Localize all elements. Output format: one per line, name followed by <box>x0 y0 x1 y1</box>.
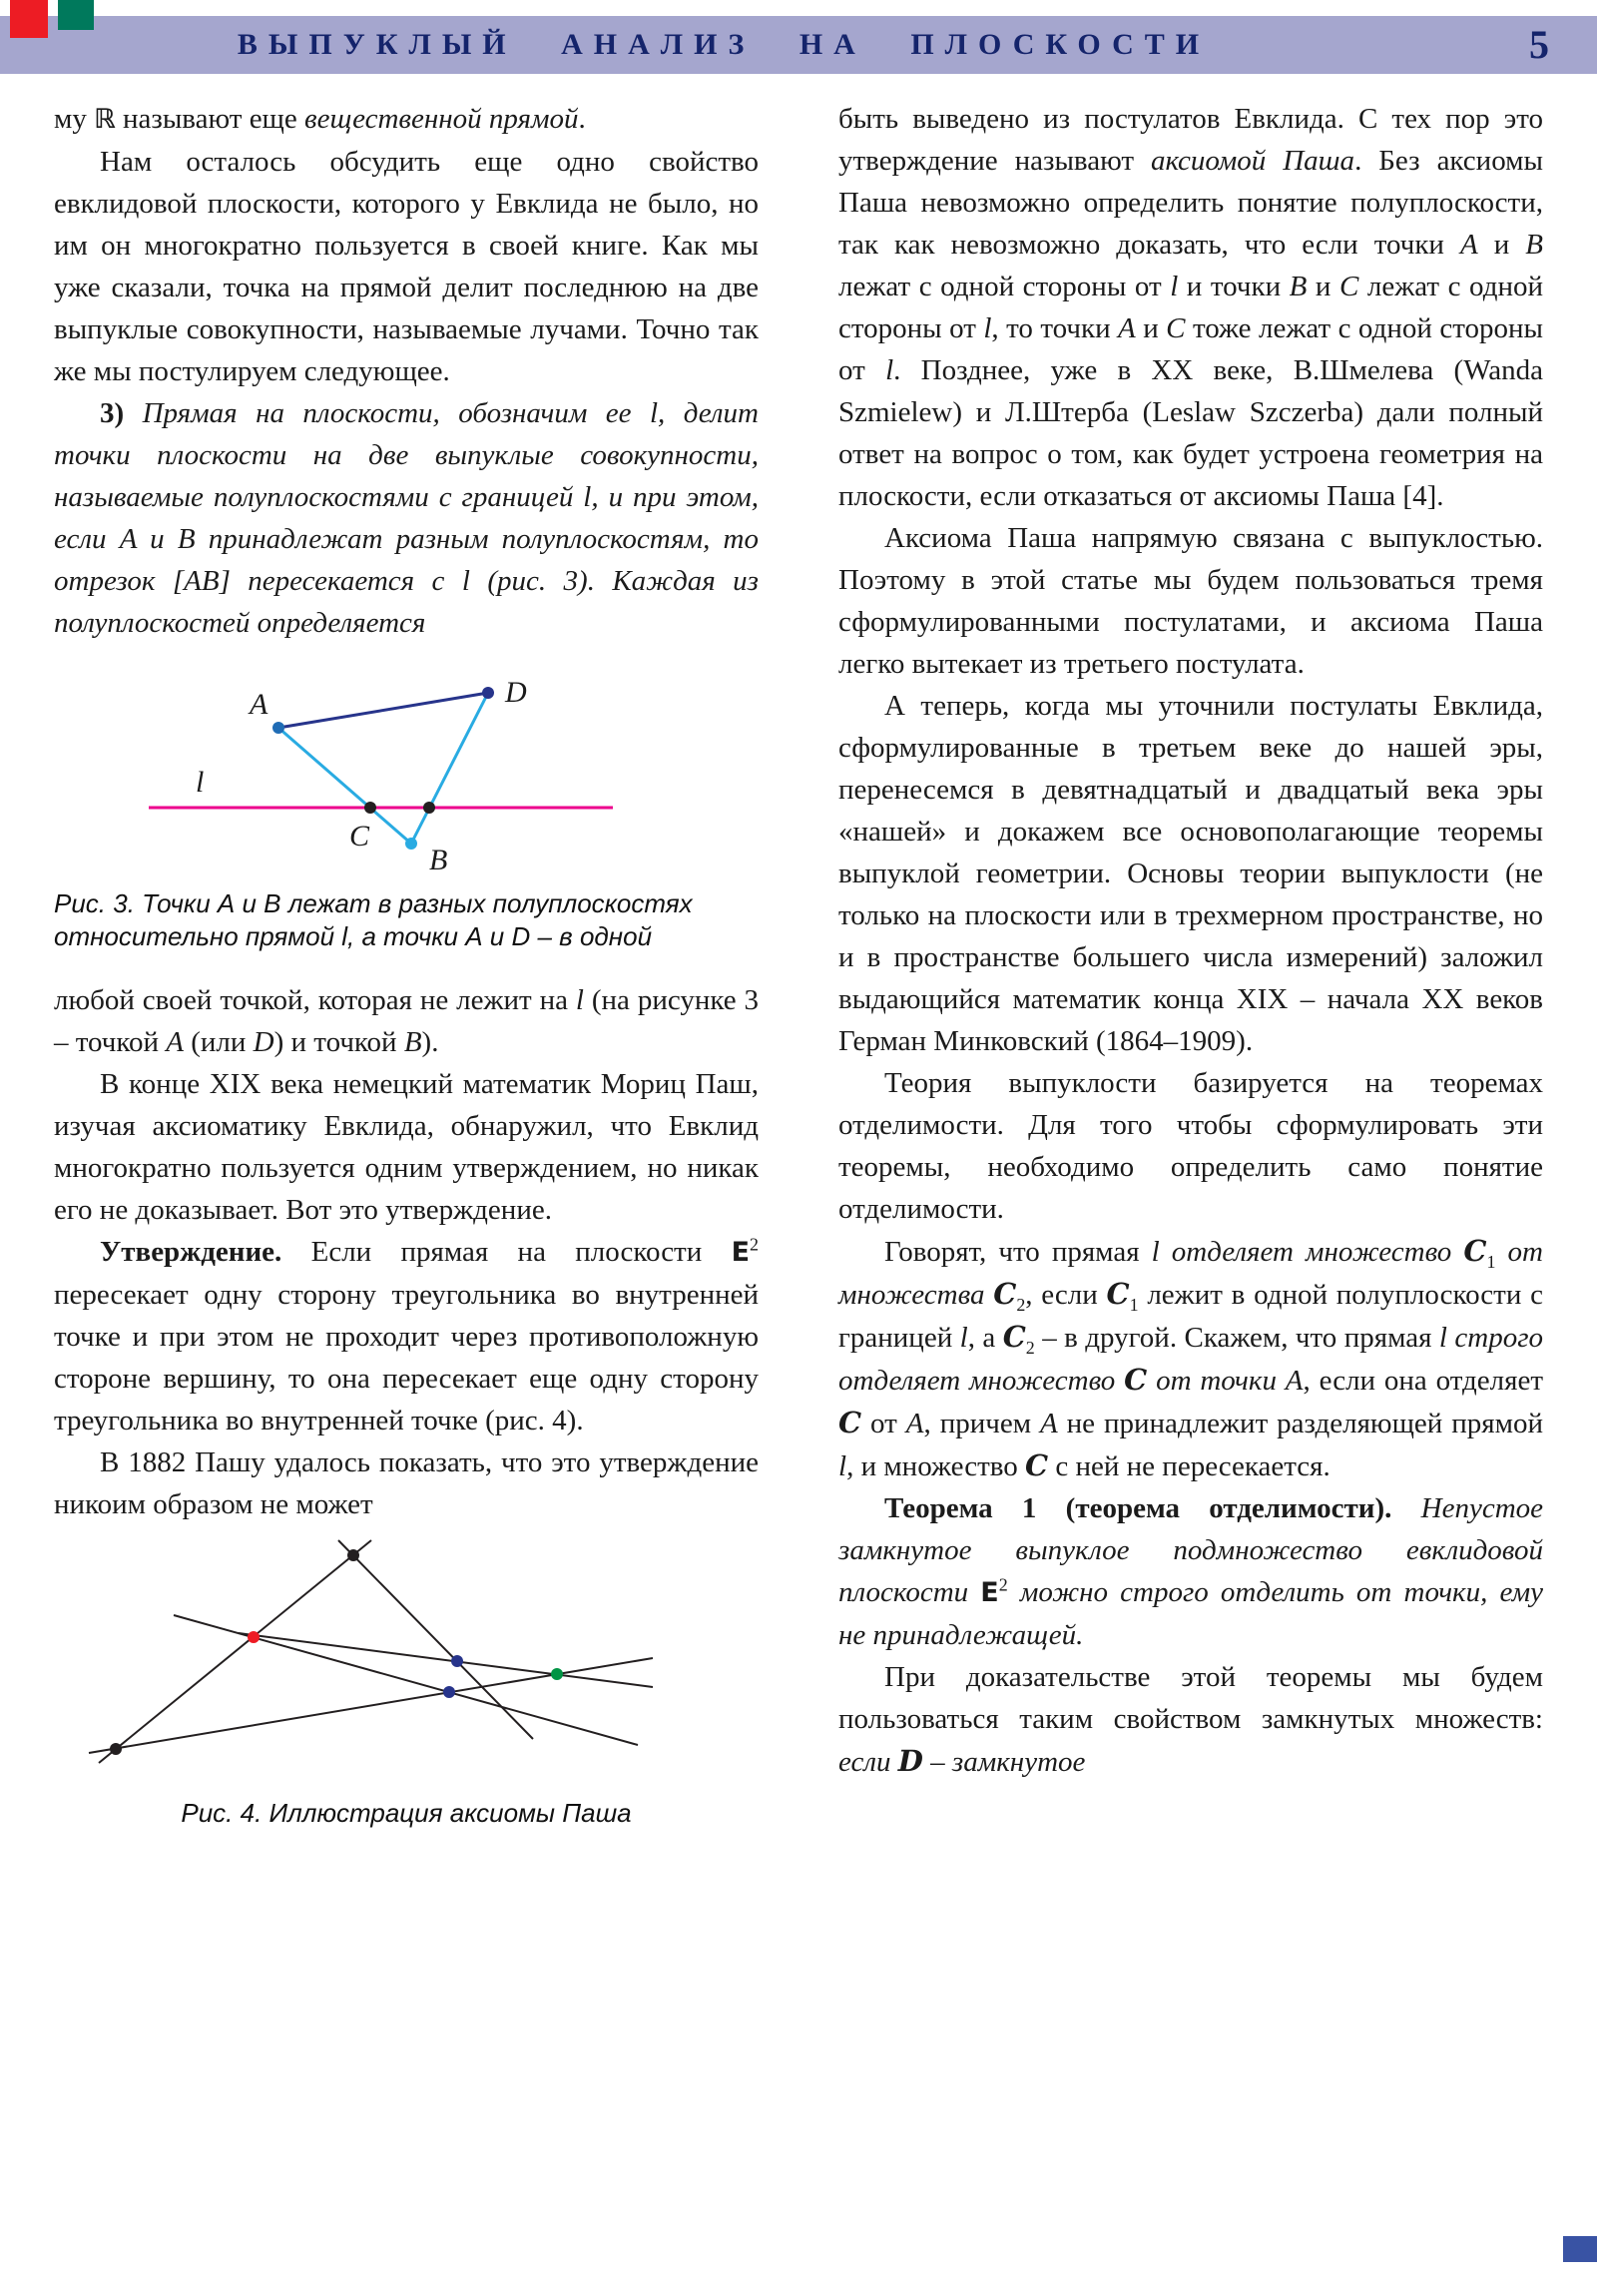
label-A: A <box>250 688 268 721</box>
body-paragraph: любой своей точкой, которая не лежит на l (на рисунке 3 – точкой A (или D) и точкой B). <box>54 984 759 1058</box>
vertex-top-point <box>347 1549 359 1561</box>
label-l: l <box>196 766 205 799</box>
figure-3-caption: Рис. 3. Точки А и В лежат в разных полуплоскостях относительно прямой l, а точки А и D – в одной <box>54 888 693 951</box>
point-B <box>405 838 417 850</box>
figure-4-illustration <box>54 1539 759 1789</box>
red-square-decoration <box>10 0 48 38</box>
statement-paragraph: Утверждение. Если прямая на плоскости $E^2$ пересекает одну сторону треугольника во внутренней точке и при этом не проходит через противоположную стороне вершину, то она пересекает еще одну сторону треугольника во внутренней точке (рис. 4). <box>54 1234 759 1436</box>
body-paragraph: быть выведено из постулатов Евклида. С тех пор это утверждение называют аксиомой Паша. Без аксиомы Паша невозможно определить понятие полуплоскости, так как невозможно доказать, что если точки A и B лежат с одной стороны от l и точки B и C лежат с одной стороны от l, то точки A и C тоже лежат с одной стороны от l. Позднее, уже в XX веке, В.Шмелева (Wanda Szmielew) и Л.Штерба (Leslaw Szczerba) дали полный ответ на вопрос о том, как будет устроена геометрия на плоскости, если отказаться от аксиомы Паша [4]. <box>838 103 1544 512</box>
postulate-3-paragraph: 3) Прямая на плоскости, обозначим ее l, делит точки плоскости на две выпуклые совокупности, называемые полуплоскостями с границей l, и при этом, если A и B принадлежат разным полуплоскостям, то отрезок [AB] пересекается с l (рис. 3). Каждая из полуплоскостей определяется <box>54 397 759 639</box>
vertex-left-point <box>110 1743 122 1755</box>
segment-AD <box>278 693 488 728</box>
segment-AB <box>278 728 411 844</box>
label-C: C <box>349 820 370 853</box>
left-column <box>54 98 759 1856</box>
red-intersection-point <box>248 1631 260 1643</box>
blue-square-decoration <box>1563 2236 1597 2262</box>
green-square-decoration <box>58 0 94 30</box>
figure-3-illustration <box>54 658 759 879</box>
body-paragraph: Нам осталось обсудить еще одно свойство евклидовой плоскости, которого у Евклида не было, но им он многократно пользуется в своей книге. Как мы уже сказали, точка на прямой делит последнюю на две выпуклые совокупности, называемые лучами. Точно так же мы постулируем следующее. <box>54 146 759 387</box>
green-intersection-point <box>551 1668 563 1680</box>
transversal-line-2 <box>239 1633 653 1687</box>
label-D: D <box>505 676 527 709</box>
body-paragraph: А теперь, когда мы уточнили постулаты Евклида, сформулированные в третьем веке до нашей эры, перенесемся в девятнадцатый и двадцатый века эры «нашей» и докажем все основополагающие теоремы выпуклой геометрии. Основы теории выпуклости (не только на плоскости или в трехмерном пространстве, но и в пространстве большего числа измерений) заложил выдающийся математик конца XIX – начала XX веков Герман Минковский (1864–1909). <box>838 690 1543 1057</box>
label-B: B <box>429 844 448 876</box>
blue-intersection-point-1 <box>451 1655 463 1667</box>
triangle-base-line <box>89 1658 653 1753</box>
running-head-title: ВЫПУКЛЫЙ АНАЛИЗ НА ПЛОСКОСТИ <box>237 28 1211 61</box>
page-number: 5 <box>1529 22 1549 67</box>
body-paragraph: Говорят, что прямая l отделяет множество $C_1$ от множества $C_2$, если $C_1$ лежит в одной полуплоскости с границей l, а $C_2$ – в другой. Скажем, что прямая l строго отделяет множество C от точки A, если она отделяет C от A, причем A не принадлежит разделяющей прямой l, и множество C с ней не пересекается. <box>838 1234 1544 1482</box>
triangle-edge-left <box>99 1540 371 1763</box>
body-paragraph: Теория выпуклости базируется на теоремах отделимости. Для того чтобы сформулировать эти теоремы, необходимо определить само понятие отделимости. <box>838 1067 1543 1225</box>
point-A <box>272 722 284 734</box>
body-paragraph: Аксиома Паша напрямую связана с выпуклостью. Поэтому в этой статье мы будем пользоваться тремя сформулированными постулатами, и аксиома Паша легко вытекает из третьего постулата. <box>838 522 1543 680</box>
two-column-content <box>54 98 1543 1856</box>
figure-4 <box>54 1539 759 1830</box>
body-paragraph: В конце XIX века немецкий математик Мориц Паш, изучая аксиоматику Евклида, обнаружил, что Евклид многократно пользуется одним утверждением, но никак его не доказывает. Вот это утверждение. <box>54 1068 759 1226</box>
body-paragraph: В 1882 Пашу удалось показать, что это утверждение никоим образом не может <box>54 1446 759 1520</box>
figure-4-caption: Рис. 4. Иллюстрация аксиомы Паша <box>181 1798 632 1828</box>
theorem-1-paragraph: Теорема 1 (теорема отделимости). Непустое замкнутое выпуклое подмножество евклидовой плоскости $E^2$ можно строго отделить от точки, ему не принадлежащей. <box>838 1492 1544 1651</box>
triangle-edge-right <box>338 1540 533 1739</box>
body-paragraph: При доказательстве этой теоремы мы будем пользоваться таким свойством замкнутых множеств: если D – замкнутое <box>838 1661 1543 1778</box>
body-paragraph: му ℝ называют еще вещественной прямой. <box>54 103 586 135</box>
point-C <box>364 802 376 814</box>
segment-DB <box>411 693 488 844</box>
figure-3 <box>54 658 759 953</box>
blue-intersection-point-2 <box>443 1686 455 1698</box>
point-D <box>482 687 494 699</box>
header-band <box>0 16 1597 74</box>
point-on-l <box>423 802 435 814</box>
right-column <box>838 98 1543 1856</box>
